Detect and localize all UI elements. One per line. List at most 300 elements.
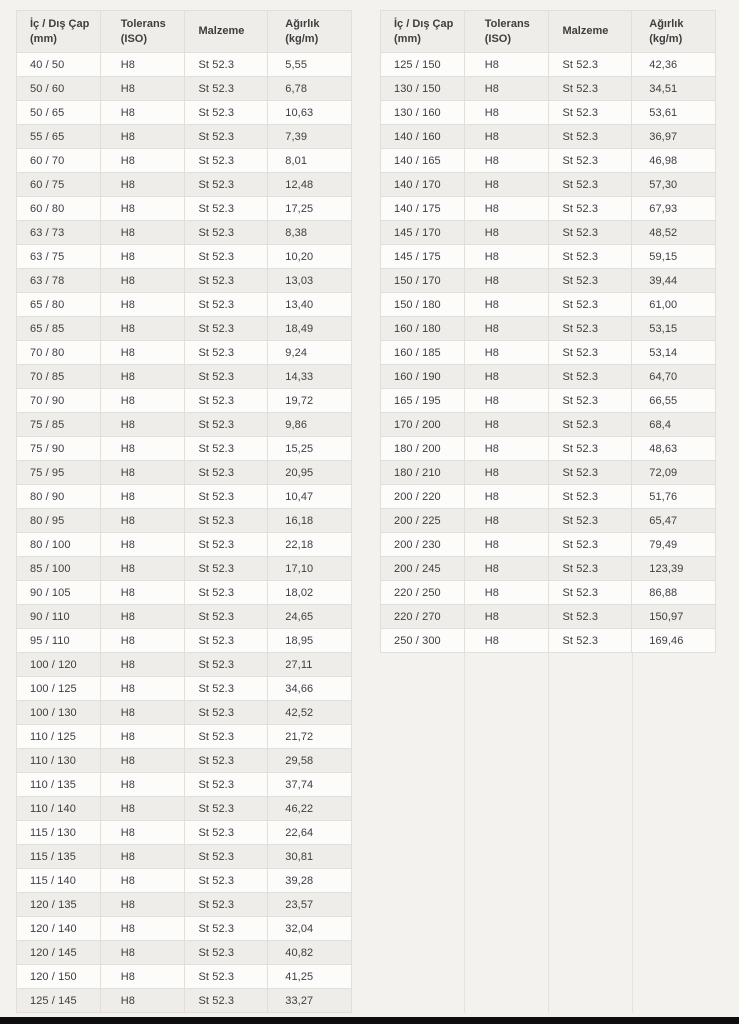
table-cell: 61,00: [632, 293, 716, 317]
table-cell: H8: [100, 437, 184, 461]
table-cell: H8: [100, 989, 184, 1013]
table-cell: H8: [100, 173, 184, 197]
table-row: [381, 197, 716, 221]
table-cell: St 52.3: [184, 173, 268, 197]
table-cell: 42,52: [268, 701, 352, 725]
column-separator-line: [632, 653, 633, 1013]
table-cell: 140 / 160: [381, 125, 465, 149]
table-cell: 75 / 85: [17, 413, 101, 437]
table-row: [17, 893, 352, 917]
table-cell: H8: [464, 437, 548, 461]
table-cell: H8: [100, 101, 184, 125]
table-cell: 19,72: [268, 389, 352, 413]
table-cell: 24,65: [268, 605, 352, 629]
table-cell: H8: [464, 389, 548, 413]
table-cell: St 52.3: [184, 581, 268, 605]
column-header-tolerans: [464, 11, 548, 53]
table-cell: H8: [464, 101, 548, 125]
table-row: [17, 461, 352, 485]
table-cell: St 52.3: [548, 605, 632, 629]
table-row: [381, 437, 716, 461]
table-cell: H8: [464, 125, 548, 149]
table-cell: St 52.3: [184, 749, 268, 773]
table-cell: 46,98: [632, 149, 716, 173]
table-cell: H8: [464, 317, 548, 341]
table-cell: 63 / 78: [17, 269, 101, 293]
table-cell: H8: [100, 917, 184, 941]
table-row: [17, 653, 352, 677]
table-cell: H8: [100, 389, 184, 413]
table-cell: 80 / 100: [17, 533, 101, 557]
table-cell: H8: [464, 485, 548, 509]
table-cell: 165 / 195: [381, 389, 465, 413]
table-cell: 145 / 170: [381, 221, 465, 245]
header-sublabel: (kg/m): [285, 32, 319, 45]
table-cell: 48,63: [632, 437, 716, 461]
table-row: [17, 317, 352, 341]
table-cell: 200 / 220: [381, 485, 465, 509]
table-cell: St 52.3: [548, 173, 632, 197]
table-cell: 10,20: [268, 245, 352, 269]
table-cell: St 52.3: [184, 893, 268, 917]
right-table-body: [381, 53, 716, 653]
table-row: [381, 269, 716, 293]
table-row: [17, 221, 352, 245]
table-cell: H8: [100, 365, 184, 389]
table-cell: St 52.3: [548, 245, 632, 269]
table-cell: H8: [100, 653, 184, 677]
table-row: [17, 581, 352, 605]
table-cell: 7,39: [268, 125, 352, 149]
table-row: [381, 77, 716, 101]
table-row: [381, 101, 716, 125]
table-cell: 200 / 230: [381, 533, 465, 557]
table-cell: 15,25: [268, 437, 352, 461]
table-cell: 120 / 145: [17, 941, 101, 965]
table-cell: 9,86: [268, 413, 352, 437]
table-cell: 110 / 135: [17, 773, 101, 797]
table-row: [17, 269, 352, 293]
table-cell: H8: [100, 629, 184, 653]
table-cell: H8: [464, 221, 548, 245]
column-separator-line: [464, 653, 465, 1013]
table-cell: 32,04: [268, 917, 352, 941]
table-cell: 85 / 100: [17, 557, 101, 581]
table-cell: 23,57: [268, 893, 352, 917]
table-cell: 8,01: [268, 149, 352, 173]
table-cell: H8: [464, 173, 548, 197]
table-cell: 220 / 250: [381, 581, 465, 605]
table-cell: H8: [464, 341, 548, 365]
table-row: [381, 413, 716, 437]
table-cell: St 52.3: [184, 389, 268, 413]
table-cell: 18,49: [268, 317, 352, 341]
table-row: [17, 437, 352, 461]
table-cell: St 52.3: [548, 125, 632, 149]
table-cell: 59,15: [632, 245, 716, 269]
table-cell: 66,55: [632, 389, 716, 413]
table-row: [17, 413, 352, 437]
table-row: [17, 533, 352, 557]
table-cell: H8: [100, 749, 184, 773]
table-cell: H8: [100, 509, 184, 533]
table-cell: St 52.3: [184, 341, 268, 365]
table-cell: St 52.3: [548, 629, 632, 653]
table-cell: 14,33: [268, 365, 352, 389]
table-row: [17, 965, 352, 989]
table-row: [17, 845, 352, 869]
header-sublabel: (mm): [394, 32, 421, 45]
table-cell: 9,24: [268, 341, 352, 365]
table-cell: St 52.3: [184, 869, 268, 893]
table-cell: St 52.3: [548, 341, 632, 365]
table-cell: St 52.3: [184, 317, 268, 341]
table-row: [381, 125, 716, 149]
table-cell: St 52.3: [184, 821, 268, 845]
table-cell: 80 / 90: [17, 485, 101, 509]
table-cell: H8: [100, 197, 184, 221]
table-cell: St 52.3: [184, 845, 268, 869]
table-row: [17, 245, 352, 269]
table-cell: 21,72: [268, 725, 352, 749]
table-cell: St 52.3: [184, 53, 268, 77]
table-cell: H8: [100, 461, 184, 485]
header-sublabel: (mm): [30, 32, 57, 45]
table-cell: 48,52: [632, 221, 716, 245]
table-cell: H8: [100, 605, 184, 629]
table-row: [17, 341, 352, 365]
table-cell: 150 / 180: [381, 293, 465, 317]
header-label: Malzeme: [562, 25, 609, 38]
table-cell: 63 / 73: [17, 221, 101, 245]
table-row: [381, 485, 716, 509]
table-cell: 16,18: [268, 509, 352, 533]
table-cell: St 52.3: [548, 461, 632, 485]
table-cell: St 52.3: [548, 317, 632, 341]
table-cell: St 52.3: [548, 533, 632, 557]
table-cell: 180 / 200: [381, 437, 465, 461]
table-cell: St 52.3: [184, 485, 268, 509]
table-cell: 120 / 140: [17, 917, 101, 941]
header-sublabel: (kg/m): [649, 32, 683, 45]
table-cell: 160 / 190: [381, 365, 465, 389]
table-cell: 50 / 60: [17, 77, 101, 101]
table-row: [17, 989, 352, 1013]
table-cell: 115 / 130: [17, 821, 101, 845]
table-cell: 22,64: [268, 821, 352, 845]
table-row: [381, 389, 716, 413]
table-cell: 160 / 180: [381, 317, 465, 341]
table-cell: St 52.3: [184, 125, 268, 149]
table-cell: 150 / 170: [381, 269, 465, 293]
table-cell: 169,46: [632, 629, 716, 653]
table-cell: 39,28: [268, 869, 352, 893]
table-row: [17, 869, 352, 893]
table-cell: St 52.3: [184, 365, 268, 389]
table-cell: 40 / 50: [17, 53, 101, 77]
table-cell: H8: [100, 557, 184, 581]
table-cell: 200 / 245: [381, 557, 465, 581]
table-cell: St 52.3: [184, 413, 268, 437]
table-cell: H8: [464, 197, 548, 221]
table-cell: 13,03: [268, 269, 352, 293]
table-cell: 18,02: [268, 581, 352, 605]
table-cell: 60 / 70: [17, 149, 101, 173]
table-cell: 150,97: [632, 605, 716, 629]
table-cell: 53,61: [632, 101, 716, 125]
table-cell: 70 / 85: [17, 365, 101, 389]
table-cell: St 52.3: [184, 437, 268, 461]
header-label: Tolerans: [484, 17, 530, 30]
table-cell: H8: [100, 341, 184, 365]
table-cell: St 52.3: [184, 653, 268, 677]
table-cell: 22,18: [268, 533, 352, 557]
table-cell: 42,36: [632, 53, 716, 77]
table-row: [381, 557, 716, 581]
table-cell: 130 / 160: [381, 101, 465, 125]
table-cell: H8: [464, 533, 548, 557]
table-cell: 79,49: [632, 533, 716, 557]
header-label: İç / Dış Çap: [394, 17, 454, 30]
table-row: [17, 365, 352, 389]
table-cell: 63 / 75: [17, 245, 101, 269]
table-cell: 110 / 125: [17, 725, 101, 749]
table-row: [381, 629, 716, 653]
table-row: [17, 701, 352, 725]
table-cell: H8: [100, 293, 184, 317]
column-header-malzeme: [184, 11, 268, 53]
table-cell: 200 / 225: [381, 509, 465, 533]
table-cell: 120 / 150: [17, 965, 101, 989]
table-cell: 37,74: [268, 773, 352, 797]
table-cell: 41,25: [268, 965, 352, 989]
table-row: [17, 173, 352, 197]
table-cell: 120 / 135: [17, 893, 101, 917]
table-cell: St 52.3: [548, 581, 632, 605]
table-row: [381, 53, 716, 77]
table-cell: 115 / 140: [17, 869, 101, 893]
table-cell: 53,15: [632, 317, 716, 341]
table-cell: St 52.3: [548, 509, 632, 533]
table-cell: H8: [100, 413, 184, 437]
header-label: İç / Dış Çap: [30, 17, 90, 30]
table-cell: St 52.3: [548, 557, 632, 581]
table-cell: H8: [100, 149, 184, 173]
table-row: [17, 293, 352, 317]
column-header-ic-dis-cap: [381, 11, 465, 53]
table-cell: H8: [464, 461, 548, 485]
header-label: Ağırlık: [649, 17, 684, 30]
table-cell: H8: [464, 605, 548, 629]
pipe-spec-table-right: [380, 10, 716, 653]
table-cell: H8: [100, 677, 184, 701]
table-cell: 40,82: [268, 941, 352, 965]
table-cell: 34,66: [268, 677, 352, 701]
table-cell: 125 / 145: [17, 989, 101, 1013]
table-cell: 100 / 130: [17, 701, 101, 725]
table-cell: 20,95: [268, 461, 352, 485]
header-sublabel: (ISO): [120, 32, 148, 45]
table-cell: St 52.3: [184, 221, 268, 245]
table-cell: St 52.3: [184, 797, 268, 821]
table-cell: St 52.3: [548, 269, 632, 293]
table-cell: 8,38: [268, 221, 352, 245]
table-cell: St 52.3: [548, 413, 632, 437]
table-cell: 18,95: [268, 629, 352, 653]
table-row: [17, 77, 352, 101]
table-row: [381, 533, 716, 557]
table-cell: H8: [100, 845, 184, 869]
table-cell: 65,47: [632, 509, 716, 533]
right-column: [380, 10, 716, 1013]
table-cell: St 52.3: [184, 245, 268, 269]
empty-column-extension: [380, 653, 716, 1013]
table-row: [17, 53, 352, 77]
table-cell: St 52.3: [548, 149, 632, 173]
table-row: [381, 341, 716, 365]
column-header-ic-dis-cap: [17, 11, 101, 53]
table-cell: 65 / 80: [17, 293, 101, 317]
table-cell: 60 / 80: [17, 197, 101, 221]
table-cell: 100 / 125: [17, 677, 101, 701]
table-cell: H8: [464, 53, 548, 77]
table-cell: 75 / 95: [17, 461, 101, 485]
table-cell: 75 / 90: [17, 437, 101, 461]
table-cell: St 52.3: [184, 629, 268, 653]
table-cell: 60 / 75: [17, 173, 101, 197]
table-cell: H8: [464, 149, 548, 173]
table-cell: 12,48: [268, 173, 352, 197]
table-cell: St 52.3: [184, 197, 268, 221]
table-cell: St 52.3: [184, 965, 268, 989]
table-cell: H8: [100, 821, 184, 845]
table-row: [381, 509, 716, 533]
table-cell: H8: [464, 557, 548, 581]
table-cell: 80 / 95: [17, 509, 101, 533]
column-header-tolerans: [100, 11, 184, 53]
table-row: [381, 293, 716, 317]
table-cell: 125 / 150: [381, 53, 465, 77]
table-cell: H8: [100, 581, 184, 605]
table-cell: St 52.3: [548, 221, 632, 245]
table-row: [17, 485, 352, 509]
pipe-spec-table-left: [16, 10, 352, 1013]
table-cell: 29,58: [268, 749, 352, 773]
table-row: [17, 149, 352, 173]
table-cell: 17,10: [268, 557, 352, 581]
table-cell: 65 / 85: [17, 317, 101, 341]
table-cell: 6,78: [268, 77, 352, 101]
table-cell: St 52.3: [184, 701, 268, 725]
table-cell: 90 / 105: [17, 581, 101, 605]
table-cell: 10,63: [268, 101, 352, 125]
table-cell: 70 / 80: [17, 341, 101, 365]
table-cell: H8: [100, 317, 184, 341]
table-cell: H8: [100, 77, 184, 101]
table-row: [17, 509, 352, 533]
table-row: [17, 941, 352, 965]
header-label: Malzeme: [198, 25, 245, 38]
table-cell: 72,09: [632, 461, 716, 485]
table-cell: 123,39: [632, 557, 716, 581]
header-sublabel: (ISO): [484, 32, 512, 45]
header-label: Ağırlık: [285, 17, 320, 30]
table-cell: St 52.3: [548, 53, 632, 77]
table-row: [17, 605, 352, 629]
table-cell: 250 / 300: [381, 629, 465, 653]
table-cell: St 52.3: [184, 941, 268, 965]
table-row: [17, 677, 352, 701]
table-cell: H8: [100, 893, 184, 917]
table-cell: 53,14: [632, 341, 716, 365]
table-cell: 51,76: [632, 485, 716, 509]
table-row: [17, 557, 352, 581]
table-cell: 70 / 90: [17, 389, 101, 413]
table-cell: 10,47: [268, 485, 352, 509]
table-cell: H8: [464, 509, 548, 533]
table-cell: H8: [100, 701, 184, 725]
table-cell: 46,22: [268, 797, 352, 821]
table-cell: 90 / 110: [17, 605, 101, 629]
table-cell: 115 / 135: [17, 845, 101, 869]
table-cell: St 52.3: [184, 461, 268, 485]
table-cell: 50 / 65: [17, 101, 101, 125]
table-cell: 140 / 175: [381, 197, 465, 221]
table-cell: 36,97: [632, 125, 716, 149]
table-cell: 180 / 210: [381, 461, 465, 485]
table-row: [381, 221, 716, 245]
table-cell: 110 / 140: [17, 797, 101, 821]
table-row: [17, 749, 352, 773]
table-cell: H8: [464, 581, 548, 605]
table-row: [17, 197, 352, 221]
table-cell: St 52.3: [548, 389, 632, 413]
table-cell: H8: [100, 269, 184, 293]
table-cell: 33,27: [268, 989, 352, 1013]
table-row: [17, 797, 352, 821]
table-row: [17, 821, 352, 845]
table-cell: St 52.3: [184, 605, 268, 629]
table-cell: 95 / 110: [17, 629, 101, 653]
footer-bar: [0, 1017, 739, 1024]
table-cell: H8: [100, 245, 184, 269]
table-cell: St 52.3: [184, 149, 268, 173]
table-row: [381, 605, 716, 629]
table-cell: 130 / 150: [381, 77, 465, 101]
table-cell: 86,88: [632, 581, 716, 605]
column-header-malzeme: [548, 11, 632, 53]
table-cell: St 52.3: [184, 533, 268, 557]
table-cell: H8: [100, 725, 184, 749]
table-cell: 140 / 170: [381, 173, 465, 197]
table-cell: 110 / 130: [17, 749, 101, 773]
table-cell: H8: [464, 245, 548, 269]
table-cell: St 52.3: [548, 293, 632, 317]
table-cell: H8: [464, 365, 548, 389]
header-label: Tolerans: [120, 17, 166, 30]
tables-container: [16, 10, 716, 1013]
column-header-agirlik: [268, 11, 352, 53]
table-row: [381, 581, 716, 605]
table-cell: St 52.3: [184, 101, 268, 125]
column-header-agirlik: [632, 11, 716, 53]
table-cell: H8: [464, 293, 548, 317]
table-cell: 145 / 175: [381, 245, 465, 269]
table-cell: H8: [100, 53, 184, 77]
table-row: [17, 125, 352, 149]
table-cell: St 52.3: [548, 365, 632, 389]
table-row: [17, 629, 352, 653]
